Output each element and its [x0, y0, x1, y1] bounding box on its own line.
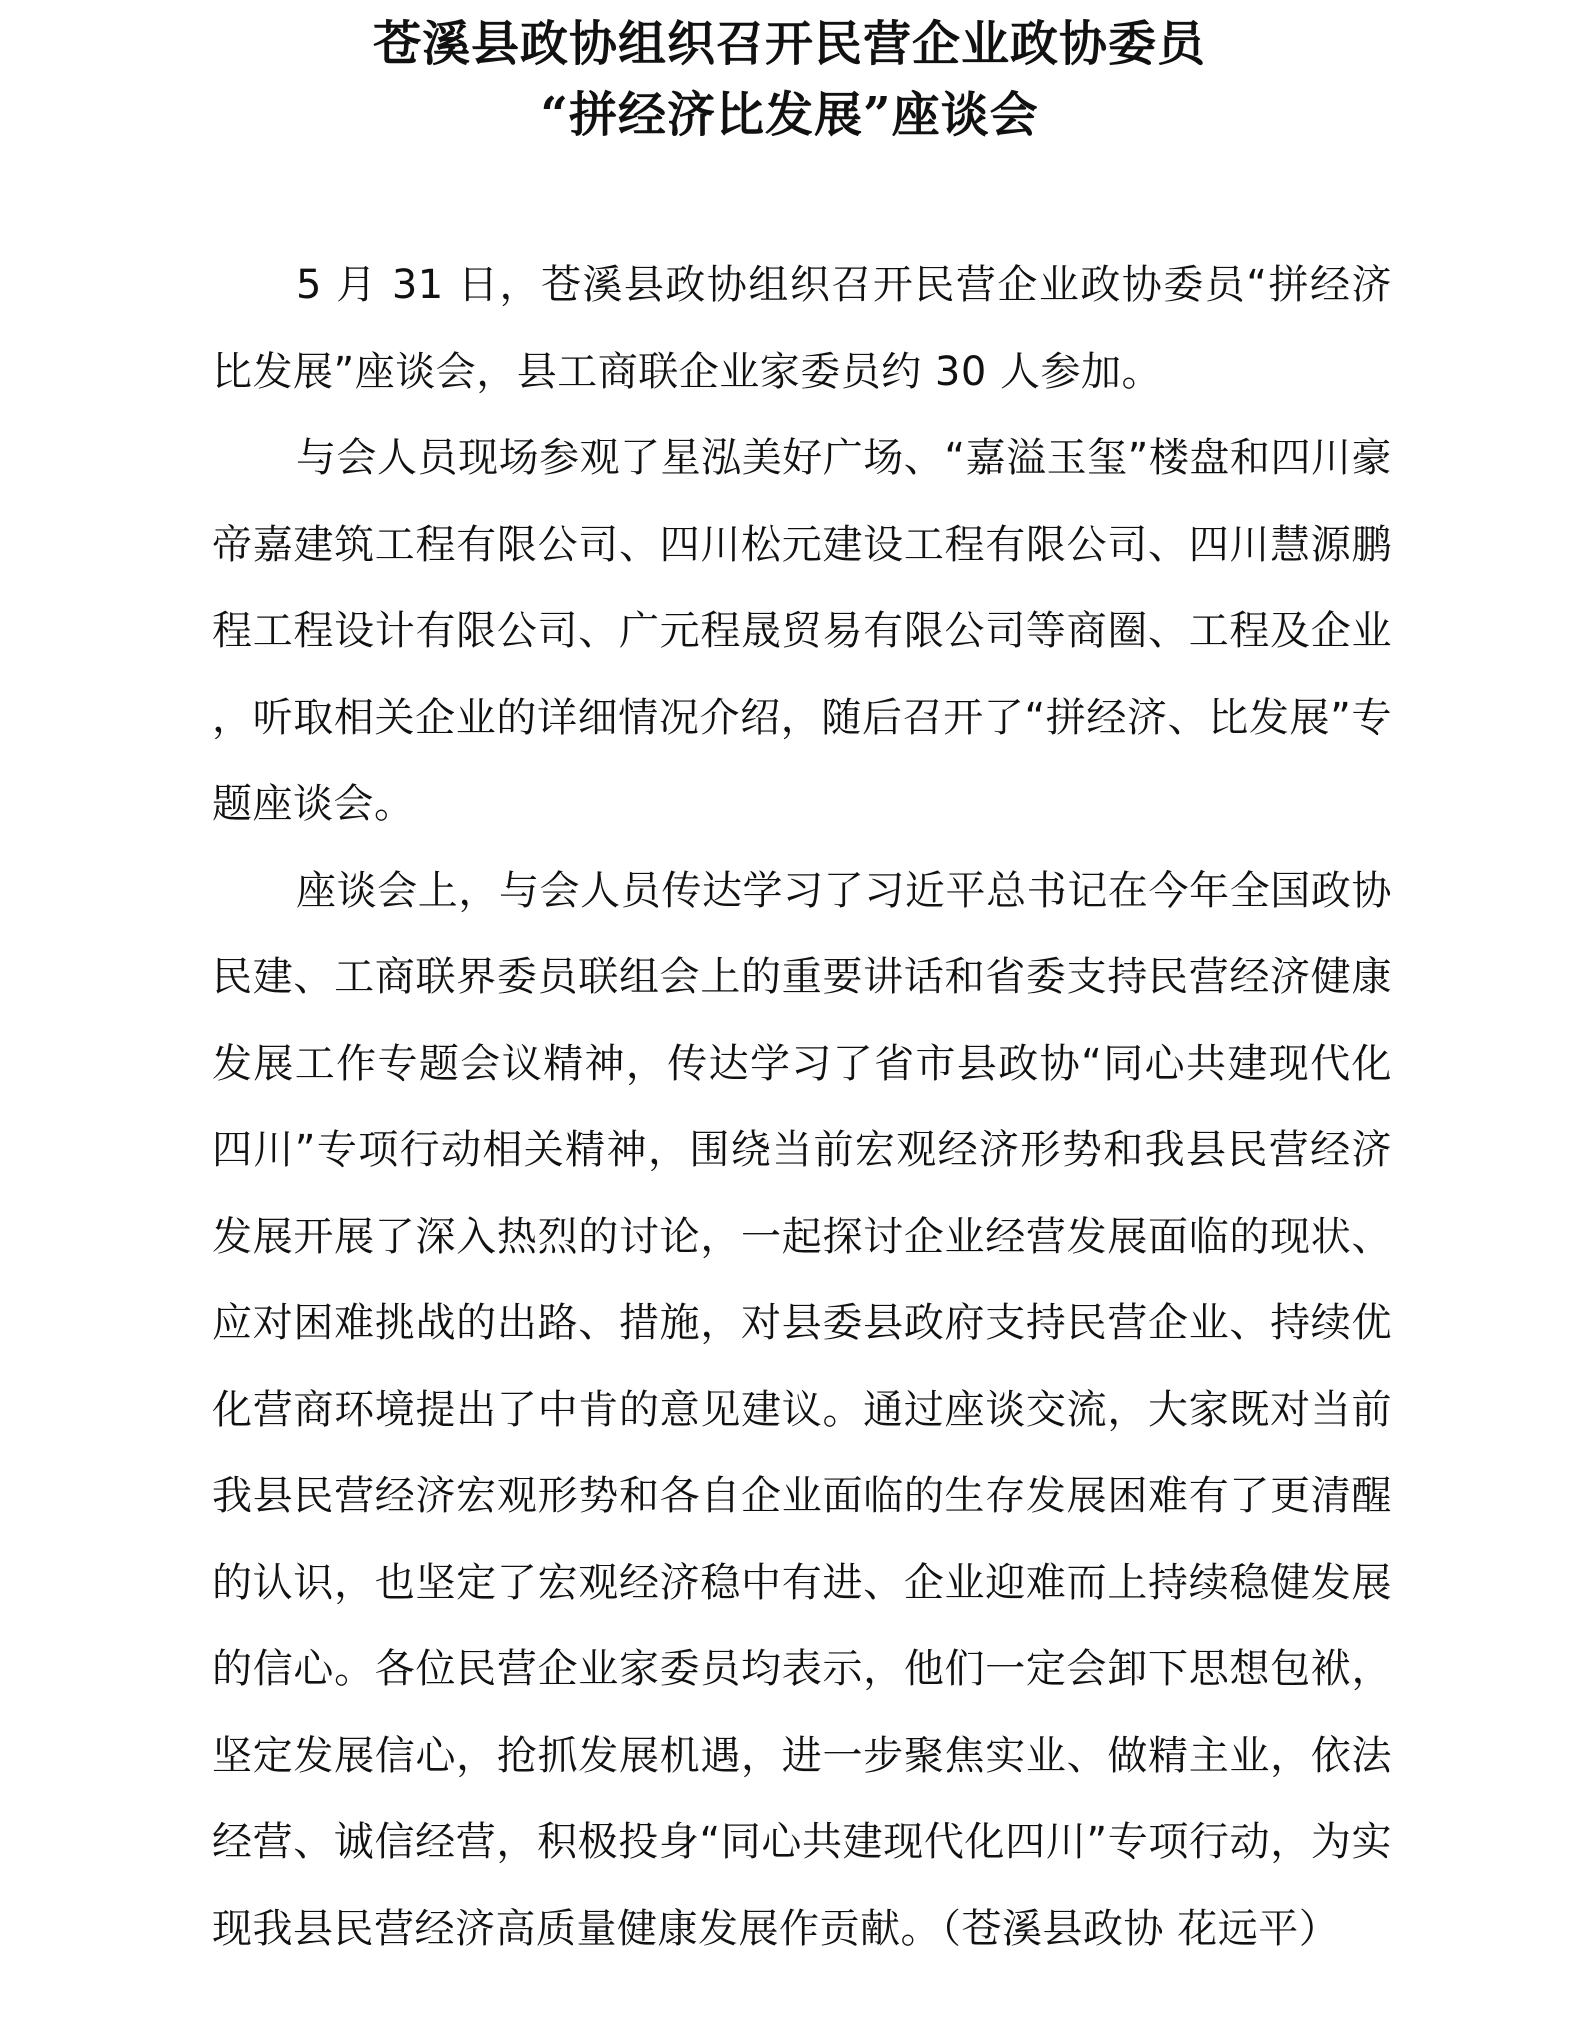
document-body — [212, 242, 1392, 1972]
document-title-line-1: 苍溪县政协组织召开民营企业政协委员 — [372, 16, 1206, 72]
paragraph-2: 与会人员现场参观了星泓美好广场、“嘉溢玉玺”楼盘和四川豪帝嘉建筑工程有限公司、四川松元建设工程有限公司、四川慧源鹏程工程设计有限公司、广元程晟贸易有限公司等商圈、工程及企业，听取相关企业的详细情况介绍，随后召开了“拼经济、比发展”专题座谈会。 — [212, 435, 1392, 827]
document-title-line-2: “拼经济比发展”座谈会 — [540, 87, 1039, 143]
paragraph-1: 5 月 31 日，苍溪县政协组织召开民营企业政协委员“拼经济比发展”座谈会，县工商联企业家委员约 30 人参加。 — [212, 262, 1392, 395]
paragraph-3: 座谈会上，与会人员传达学习了习近平总书记在今年全国政协民建、工商联界委员联组会上的重要讲话和省委支持民营经济健康发展工作专题会议精神，传达学习了省市县政协“同心共建现代化四川”专项行动相关精神，围绕当前宏观经济形势和我县民营经济发展开展了深入热烈的讨论，一起探讨企业经营发展面临的现状、应对困难挑战的出路、措施，对县委县政府支持民营企业、持续优化营商环境提出了中肯的意见建议。通过座谈交流，大家既对当前我县民营经济宏观形势和各自企业面临的生存发展困难有了更清醒的认识，也坚定了宏观经济稳中有进、企业迎难而上持续稳健发展的信心。各位民营企业家委员均表示，他们一定会卸下思想包袱，坚定发展信心，抢抓发展机遇，进一步聚焦实业、做精主业，依法经营、诚信经营，积极投身“同心共建现代化四川”专项行动，为实现我县民营经济高质量健康发展作贡献。（苍溪县政协 花远平） — [212, 867, 1392, 1952]
